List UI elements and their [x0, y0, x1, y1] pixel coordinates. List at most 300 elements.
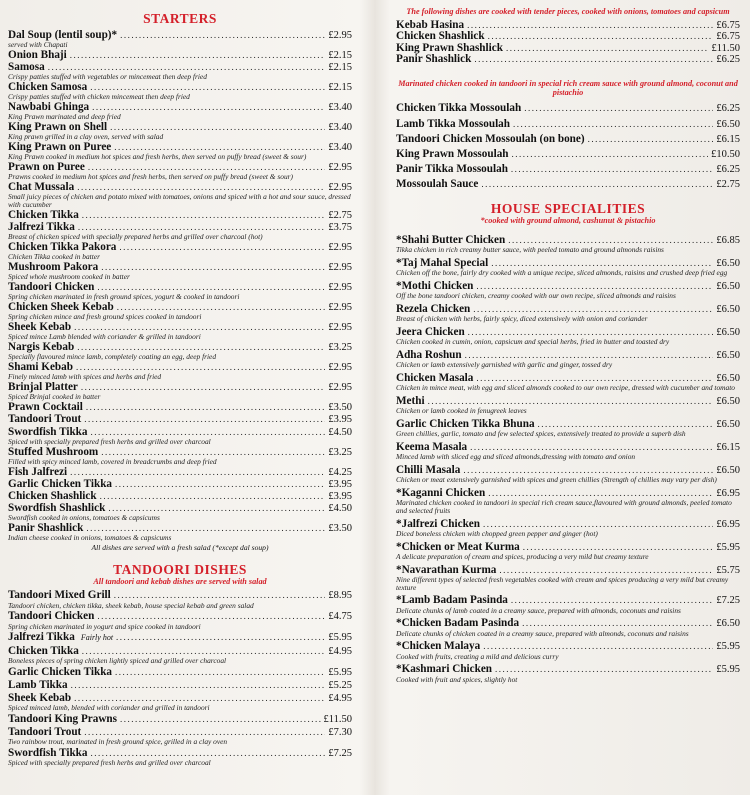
- dish-name: Tandoori King Prawns: [8, 713, 118, 726]
- dish-price: £6.15: [716, 441, 740, 453]
- menu-item-row: [8, 479, 352, 490]
- dish-price: £4.75: [328, 611, 352, 623]
- dish-name: *Kaganni Chicken: [396, 486, 486, 499]
- dish-price: £3.50: [328, 523, 352, 535]
- menu-item: [396, 664, 740, 683]
- menu-item-row: [396, 664, 740, 675]
- menu-item-row: [8, 414, 352, 425]
- dish-price: £2.95: [328, 322, 352, 334]
- dot-leader: [100, 491, 326, 502]
- dish-description: King Prawn marinated and deep fried: [8, 112, 121, 122]
- dish-description: Chicken or meat extensively garnished with spices and green chillies (Strength of chillies may vary per dish): [396, 475, 717, 485]
- dish-price: £3.95: [328, 478, 352, 490]
- menu-item-row: [8, 667, 352, 678]
- dish-price: £5.95: [716, 641, 740, 653]
- dish-description: Spiced with specially prepared fresh herbs and grilled over charcoal: [8, 758, 211, 768]
- menu-item: [396, 465, 740, 484]
- dish-price: £7.25: [716, 595, 740, 607]
- dish-name: Swordfish Shashlick: [8, 502, 106, 515]
- dish-description: Prawns cooked in medium hot spices and fresh herbs, then served on puffy bread (sweet & sour): [8, 172, 293, 182]
- menu-item: [8, 714, 352, 725]
- menu-item: [396, 235, 740, 254]
- shashlick-list: [396, 20, 740, 65]
- dish-description: Crispy patties stuffed with vegetables or mincemeat then deep fried: [8, 72, 207, 82]
- dish-name: Adha Roshun: [396, 348, 462, 361]
- dish-description: Spring chicken mince and fresh ground spices cooked in tandoori: [8, 312, 202, 322]
- dish-price: £5.95: [328, 666, 352, 678]
- dish-name: Mossoulah Sauce: [396, 178, 479, 191]
- menu-item: [396, 542, 740, 561]
- dish-name: Brinjal Platter: [8, 381, 78, 394]
- dish-description: Indian cheese cooked in onions, tomatoes & capsicums: [8, 533, 172, 543]
- dish-description: Spiced with specially prepared fresh herbs and grilled over charcoal: [8, 436, 211, 446]
- dish-price: £4.95: [328, 645, 352, 657]
- dish-description: Green chillies, garlic, tomato and few selected spices, extensively treated to provide a superb dish: [396, 429, 686, 439]
- dish-price: £4.95: [328, 693, 352, 705]
- dish-price: £7.25: [328, 748, 352, 760]
- dot-leader: [513, 119, 713, 130]
- menu-item: [396, 119, 740, 130]
- dish-name: *Shahi Butter Chicken: [396, 233, 506, 246]
- dot-leader: [115, 479, 325, 490]
- dish-name: *Taj Mahal Special: [396, 256, 489, 269]
- dish-description: Cooked with fruit and spices, slightly hot: [396, 674, 518, 684]
- dish-name: Chat Mussala: [8, 181, 75, 194]
- dish-name: King Prawn Shashlick: [396, 41, 503, 54]
- dish-name: Mushroom Pakora: [8, 261, 99, 274]
- dish-description: Delicate chunks of chicken coated in a creamy sauce, prepared with almonds, coconuts and raisins: [396, 628, 689, 638]
- menu-item: [8, 362, 352, 381]
- dot-leader: [81, 382, 325, 393]
- menu-item-row: [396, 54, 740, 65]
- dish-description: King Prawn cooked in medium hot spices and fresh herbs, then served on puffy bread (sweet & sour): [8, 152, 307, 162]
- dish-price: £8.95: [328, 590, 352, 602]
- dish-note: Fairly hot: [80, 633, 114, 643]
- dish-name: *Chicken or Meat Kurma: [396, 540, 520, 553]
- menu-item-row: [8, 611, 352, 622]
- left-page: [8, 0, 352, 769]
- dot-leader: [86, 402, 325, 413]
- dish-price: £4.50: [328, 503, 352, 515]
- menu-item: [396, 350, 740, 369]
- dish-name: *Jalfrezi Chicken: [396, 517, 480, 530]
- dot-leader: [70, 50, 326, 61]
- dish-price: £2.15: [328, 62, 352, 74]
- dish-name: Methi: [396, 394, 425, 407]
- dish-price: £2.75: [328, 210, 352, 221]
- dot-leader: [115, 667, 325, 678]
- dish-price: £6.50: [716, 618, 740, 630]
- dish-price: £2.95: [328, 282, 352, 294]
- dot-leader: [467, 20, 713, 31]
- menu-item: [8, 646, 352, 665]
- dish-description: Diced boneless chicken with chopped green pepper and ginger (hot): [396, 528, 598, 538]
- dish-price: £6.50: [716, 326, 740, 338]
- dish-price: £5.95: [716, 541, 740, 553]
- dot-leader: [474, 54, 713, 65]
- dish-name: Dal Soup (lentil soup)*: [8, 29, 118, 41]
- menu-item: [8, 82, 352, 101]
- dish-price: £6.50: [716, 257, 740, 269]
- menu-item: [8, 503, 352, 522]
- dish-description: Two rainbow trout, marinated in fresh ground spice, grilled in a clay oven: [8, 737, 228, 747]
- menu-item: [8, 693, 352, 712]
- dish-price: £4.25: [328, 466, 352, 478]
- menu-item: [396, 396, 740, 415]
- dish-description: Cooked with fruits, creating a mild and delicious curry: [396, 651, 559, 661]
- dish-name: *Mothi Chicken: [396, 279, 474, 292]
- menu-item: [8, 262, 352, 281]
- dish-name: Panir Shashlick: [8, 522, 84, 535]
- menu-item: [396, 258, 740, 277]
- menu-item: [396, 179, 740, 190]
- dish-description: Chicken Tikka cooked in batter: [8, 252, 100, 262]
- tandoori-subheading: All tandoori and kebab dishes are served with salad: [93, 577, 267, 587]
- menu-item: [8, 611, 352, 630]
- mossoulah-list: [396, 103, 740, 190]
- menu-item-row: [8, 402, 352, 413]
- menu-item: [8, 402, 352, 413]
- dot-leader: [488, 31, 714, 42]
- dish-price: £3.25: [328, 342, 352, 354]
- menu-item: [8, 467, 352, 478]
- menu-item-row: [8, 467, 352, 478]
- menu-item-row: [396, 103, 740, 114]
- starters-footnote: All dishes are served with a fresh salad (*except dal soup): [91, 543, 269, 553]
- dot-leader: [92, 102, 325, 113]
- dot-leader: [120, 714, 320, 725]
- dish-description: Spiced minced lamb, blended with coriander and grilled in tandoori: [8, 703, 210, 713]
- shashlick-subheading: The following dishes are cooked with tender pieces, cooked with onions, tomatoes and capsicum: [406, 7, 730, 16]
- dish-name: Chicken Tikka Mossoulah: [396, 102, 522, 115]
- dish-price: £5.25: [328, 679, 352, 691]
- dot-leader: [116, 632, 325, 643]
- dish-price: £2.95: [328, 162, 352, 174]
- menu-item: [396, 519, 740, 538]
- dish-description: Minced lamb with sliced egg and sliced almonds,dressing with tomato and onion: [396, 452, 636, 462]
- dish-description: Tikka chicken in rich creamy butter sauce, with peeled tomato and ground almonds raisins: [396, 245, 664, 255]
- menu-item-row: [396, 31, 740, 42]
- dish-price: £3.25: [328, 446, 352, 458]
- menu-item: [8, 242, 352, 261]
- dish-price: £2.95: [328, 382, 352, 394]
- dish-description: A delicate preparation of cream and spices, producing a very mild but creamy texture: [396, 551, 649, 561]
- dish-price: £3.95: [328, 491, 352, 503]
- dish-price: £6.85: [716, 234, 740, 246]
- menu-item: [8, 210, 352, 221]
- dish-name: Nawbabi Ghinga: [8, 101, 90, 114]
- menu-item: [8, 382, 352, 401]
- dish-name: Jalfrezi Tikka: [8, 631, 75, 644]
- menu-item: [396, 281, 740, 300]
- dish-name: Chicken Shashlick: [396, 30, 485, 43]
- starters-heading: STARTERS: [143, 11, 217, 26]
- menu-item: [396, 103, 740, 114]
- menu-item-row: [8, 632, 352, 643]
- dish-name: King Prawn on Puree: [8, 141, 112, 154]
- menu-item: [8, 632, 352, 643]
- tandoori-list: [8, 590, 352, 767]
- dish-price: £6.50: [716, 372, 740, 384]
- menu-item: [8, 50, 352, 61]
- dish-description: Finely minced lamb with spices and herbs and fried: [8, 372, 162, 382]
- dish-description: Tandoori chicken, chicken tikka, sheek kebab, house special kebab and green salad: [8, 600, 254, 610]
- dish-name: Jeera Chicken: [396, 325, 465, 338]
- house-subheading: *cooked with ground almond, cashunut & pistachio: [480, 215, 656, 225]
- dish-name: Jalfrezi Tikka: [8, 221, 75, 234]
- dish-description: Chicken or lamb cooked in fenugreek leaves: [396, 406, 527, 416]
- dish-description: Off the bone tandoori chicken, creamy cooked with our own recipe, sliced almonds and raisins: [396, 291, 676, 301]
- dish-price: £6.95: [716, 518, 740, 530]
- dish-name: Panir Tikka Mossoulah: [396, 163, 508, 176]
- dot-leader: [483, 641, 713, 652]
- dish-price: £6.50: [716, 418, 740, 430]
- dish-name: Stuffed Mushroom: [8, 445, 99, 458]
- dish-name: King Prawn Mossoulah: [396, 148, 509, 161]
- dish-description: Small juicy pieces of chicken and potato mixed with tomatoes, onions and spiced with a hot and sour sauce, dressed with cucumber: [8, 192, 351, 210]
- menu-item: [8, 30, 352, 49]
- dish-price: £6.25: [716, 103, 740, 115]
- dish-description: Breast of chicken spiced with specially prepared herbs and grilled over charcoal (hot): [8, 232, 263, 242]
- dot-leader: [481, 179, 713, 190]
- dish-name: Sheek Kebab: [8, 321, 72, 334]
- menu-item: [396, 164, 740, 175]
- dish-description: Marinated chicken cooked in tandoori in special rich cream sauce,flavoured with ground almonds, peeled tomato and selected fruits: [396, 498, 732, 515]
- menu-item: [8, 414, 352, 425]
- dot-leader: [588, 134, 714, 145]
- dish-description: Specially flavoured mince lamb, completely coating an egg, deep fried: [8, 352, 217, 362]
- dish-name: Garlic Chicken Tikka: [8, 477, 113, 490]
- menu-item: [8, 322, 352, 341]
- menu-item-row: [396, 618, 740, 629]
- menu-item: [8, 342, 352, 361]
- menu-item: [8, 590, 352, 609]
- menu-item: [396, 149, 740, 160]
- dish-name: Kebab Hasina: [396, 19, 465, 32]
- menu-item-row: [8, 680, 352, 691]
- dish-name: Sheek Kebab: [8, 692, 72, 705]
- dish-price: £2.15: [328, 50, 352, 61]
- dish-price: £2.95: [328, 242, 352, 254]
- menu-item: [396, 618, 740, 637]
- menu-item: [396, 327, 740, 346]
- dish-name: Swordfish Tikka: [8, 747, 88, 760]
- dish-price: £10.50: [711, 149, 740, 161]
- dish-name: King Prawn on Shell: [8, 121, 108, 134]
- dish-name: *Kashmari Chicken: [396, 663, 493, 676]
- dot-leader: [114, 590, 326, 601]
- dish-price: £6.25: [716, 53, 740, 65]
- mossoulah-subheading: Marinated chicken cooked in tandoori in special rich cream sauce with ground almond, coconut and pistachio: [398, 79, 738, 98]
- menu-item: [396, 304, 740, 323]
- dish-price: £11.50: [323, 714, 352, 726]
- dish-name: *Chicken Badam Pasinda: [396, 617, 520, 630]
- menu-item-row: [8, 714, 352, 725]
- dot-leader: [511, 164, 713, 175]
- dish-name: Tandoori Trout: [8, 726, 82, 739]
- menu-item: [8, 491, 352, 502]
- dish-description: Spiced mince Lamb blended with coriander & grilled in tandoori: [8, 332, 201, 342]
- dish-name: Chicken Masala: [396, 371, 474, 384]
- dot-leader: [495, 664, 713, 675]
- dish-price: £5.95: [328, 632, 352, 644]
- menu-item: [8, 727, 352, 746]
- dish-price: £2.75: [716, 179, 740, 191]
- dish-price: £6.50: [716, 118, 740, 130]
- dish-price: £2.95: [328, 182, 352, 194]
- dish-name: Nargis Kebab: [8, 341, 75, 354]
- dish-name: Keema Masala: [396, 440, 468, 453]
- dish-description: Chicken off the bone, fairly dry cooked with a unique recipe, sliced almonds, raisins and crushed deep fried egg: [396, 268, 728, 278]
- dish-name: Fish Jalfrezi: [8, 465, 68, 478]
- dot-leader: [119, 242, 325, 253]
- dish-name: Swordfish Tikka: [8, 425, 88, 438]
- menu-item: [396, 134, 740, 145]
- dot-leader: [120, 30, 325, 41]
- dot-leader: [524, 103, 713, 114]
- menu-item-row: [396, 164, 740, 175]
- dot-leader: [512, 149, 709, 160]
- dish-description: King prawn grilled in a clay oven, served with salad: [8, 132, 164, 142]
- dish-price: £3.95: [328, 414, 352, 426]
- menu-item: [8, 182, 352, 209]
- dish-name: Chicken Tikka: [8, 209, 79, 221]
- dot-leader: [522, 618, 713, 629]
- dish-price: £3.40: [328, 102, 352, 114]
- dish-price: £2.95: [328, 362, 352, 374]
- menu-item: [8, 680, 352, 691]
- dish-name: Tandoori Chicken: [8, 281, 95, 294]
- dish-description: Nine different types of selected fresh vegetables cooked with cream and spices producing a very mild but creamy texture: [396, 574, 729, 592]
- dish-price: £6.15: [716, 133, 740, 145]
- dish-price: £11.50: [711, 42, 740, 54]
- dish-name: Tandoori Trout: [8, 413, 82, 426]
- menu-item: [396, 442, 740, 461]
- dish-name: Garlic Chicken Tikka: [8, 665, 113, 678]
- menu-item: [8, 122, 352, 141]
- menu-item-row: [396, 119, 740, 130]
- menu-item-row: [396, 134, 740, 145]
- menu-item: [8, 62, 352, 81]
- dish-name: Chicken Shashlick: [8, 490, 97, 503]
- dish-price: £5.75: [716, 564, 740, 576]
- dish-name: Chicken Tikka Pakora: [8, 241, 117, 254]
- house-list: [396, 235, 740, 684]
- dish-price: £2.95: [328, 262, 352, 274]
- starters-list: [8, 30, 352, 542]
- menu-item-row: [396, 595, 740, 606]
- dot-leader: [71, 680, 326, 691]
- dish-price: £6.75: [716, 31, 740, 43]
- dish-description: Spring chicken marinated in yogurt and spice cooked in tandoori: [8, 621, 201, 631]
- dot-leader: [70, 467, 325, 478]
- house-heading: HOUSE SPECIALITIES: [490, 200, 646, 216]
- dish-name: Samosa: [8, 61, 45, 74]
- tandoori-heading: TANDOORI DISHES: [113, 562, 247, 578]
- dish-name: Prawn Cocktail: [8, 401, 83, 414]
- dish-name: Shami Kebab: [8, 361, 73, 374]
- dish-description: Boneless pieces of spring chicken lightly spiced and grilled over charcoal: [8, 655, 227, 665]
- dish-price: £3.40: [328, 142, 352, 154]
- dish-name: *Navarathan Kurma: [396, 563, 497, 576]
- dish-price: £6.50: [716, 464, 740, 476]
- dish-name: Tandoori Chicken Mossoulah (on bone): [396, 132, 585, 145]
- menu-item: [8, 222, 352, 241]
- dish-description: Filled with spicy minced lamb, covered in breadcrumbs and deep fried: [8, 456, 217, 466]
- menu-item: [396, 488, 740, 515]
- dish-description: Spiced Brinjal cooked in batter: [8, 392, 101, 402]
- dish-name: Chilli Masala: [396, 463, 461, 476]
- menu-item: [8, 667, 352, 678]
- dish-name: Chicken Tikka: [8, 644, 79, 657]
- dish-price: £6.50: [716, 395, 740, 407]
- dish-name: Lamb Tikka: [8, 678, 68, 691]
- dot-leader: [97, 611, 325, 622]
- menu-item: [8, 282, 352, 301]
- dish-description: Spiced whole mushroom cooked in batter: [8, 272, 130, 282]
- dish-price: £6.75: [716, 20, 740, 32]
- dish-price: £5.95: [716, 664, 740, 676]
- dot-leader: [511, 595, 713, 606]
- menu-item: [8, 427, 352, 446]
- dot-leader: [82, 210, 326, 221]
- dish-description: Crispy patties stuffed with chicken mincemeat then deep fried: [8, 92, 190, 102]
- dish-description: Spring chicken marinated in fresh ground spices, yogurt & cooked in tandoori: [8, 292, 240, 302]
- dish-name: Chicken Sheek Kebab: [8, 301, 114, 314]
- dish-price: £6.50: [716, 303, 740, 315]
- dish-price: £6.50: [716, 349, 740, 361]
- dish-description: Delicate chunks of lamb coated in a creamy sauce, prepared with almonds, coconuts and raisins: [396, 605, 681, 615]
- dot-leader: [84, 414, 325, 425]
- dish-name: Tandoori Mixed Grill: [8, 589, 111, 602]
- dish-price: £7.30: [328, 727, 352, 739]
- dish-name: Onion Bhaji: [8, 49, 67, 61]
- dish-description: Breast of chicken with herbs, fairly spicy, diced extensively with onion and coriander: [396, 314, 648, 324]
- menu-item: [396, 54, 740, 65]
- menu-item: [396, 373, 740, 392]
- dish-name: Panir Shashlick: [396, 52, 472, 65]
- menu-item: [8, 302, 352, 321]
- menu-item-row: [396, 149, 740, 160]
- menu-item: [396, 31, 740, 42]
- dish-price: £3.75: [328, 222, 352, 234]
- dish-name: *Lamb Badam Pasinda: [396, 594, 508, 607]
- dish-name: Prawn on Puree: [8, 161, 85, 174]
- dish-name: Garlic Chicken Tikka Bhuna: [396, 417, 535, 430]
- menu-item: [8, 523, 352, 542]
- dish-description: Chicken or lamb extensively garnished with garlic and ginger, tossed dry: [396, 360, 613, 370]
- menu-item: [396, 595, 740, 614]
- menu-item-row: [396, 641, 740, 652]
- dish-price: £4.50: [328, 426, 352, 438]
- dish-name: Lamb Tikka Mossoulah: [396, 117, 510, 130]
- menu-item-row: [8, 50, 352, 61]
- dish-name: Rezela Chicken: [396, 302, 471, 315]
- dish-price: £2.95: [328, 302, 352, 314]
- dish-name: Tandoori Chicken: [8, 610, 95, 623]
- dish-name: Chicken Samosa: [8, 81, 88, 94]
- menu-item: [8, 162, 352, 181]
- menu-item: [8, 142, 352, 161]
- menu-item: [8, 748, 352, 767]
- menu-item-row: [396, 179, 740, 190]
- dot-leader: [101, 262, 325, 273]
- menu-item: [396, 641, 740, 660]
- menu-item-row: [8, 590, 352, 601]
- menu-item-row: [8, 491, 352, 502]
- dish-price: £2.95: [328, 30, 352, 41]
- dish-description: Swordfish cooked in onions, tomatoes & capsicums: [8, 513, 160, 523]
